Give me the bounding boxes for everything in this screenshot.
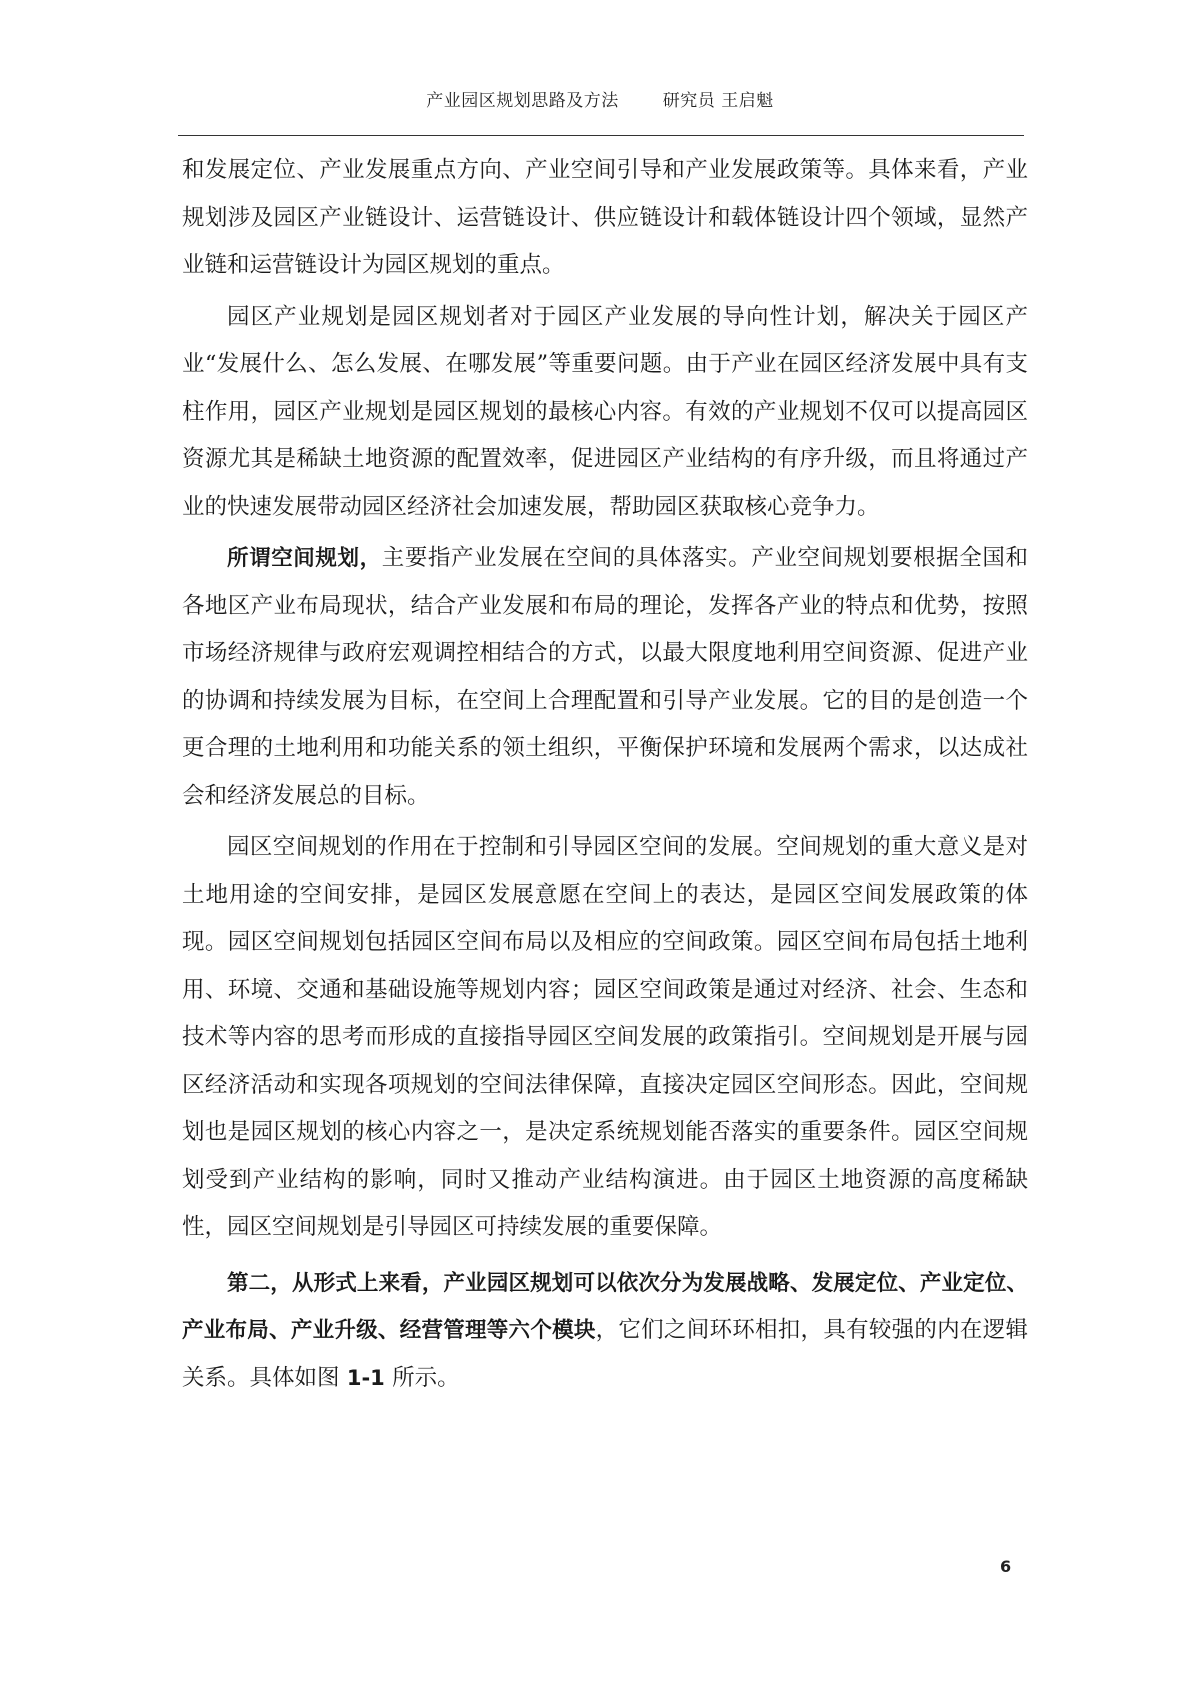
body-text (182, 147, 1028, 1402)
paragraph-2: 园区产业规划是园区规划者对于园区产业发展的导向性计划，解决关于园区产业“发展什么、怎么发展、在哪发展”等重要问题。由于产业在园区经济发展中具有支柱作用，园区产业规划是园区规划的最核心内容。有效的产业规划不仅可以提高园区资源尤其是稀缺土地资源的配置效率，促进园区产业结构的有序升级，而且将通过产业的快速发展带动园区经济社会加速发展，帮助园区获取核心竞争力。 (182, 303, 1028, 520)
running-header (0, 86, 1200, 111)
paragraph-5 (182, 1260, 1028, 1403)
paragraph-4: 园区空间规划的作用在于控制和引导园区空间的发展。空间规划的重大意义是对土地用途的空间安排，是园区发展意愿在空间上的表达，是园区空间发展政策的体现。园区空间规划包括园区空间布局以及相应的空间政策。园区空间布局包括土地利用、环境、交通和基础设施等规划内容；园区空间政策是通过对经济、社会、生态和技术等内容的思考而形成的直接指导园区空间发展的政策指引。空间规划是开展与园区经济活动和实现各项规划的空间法律保障，直接决定园区空间形态。因此，空间规划也是园区规划的核心内容之一，是决定系统规划能否落实的重要条件。园区空间规划受到产业结构的影响，同时又推动产业结构演进。由于园区土地资源的高度稀缺性，园区空间规划是引导园区可持续发展的重要保障。 (182, 834, 1028, 1240)
paragraph-3-body: 主要指产业发展在空间的具体落实。产业空间规划要根据全国和各地区产业布局现状，结合产业发展和布局的理论，发挥各产业的特点和优势，按照市场经济规律与政府宏观调控相结合的方式，以最大限度地利用空间资源、促进产业的协调和持续发展为目标，在空间上合理配置和引导产业发展。它的目的是创造一个更合理的土地利用和功能关系的领土组织，平衡保护环境和发展两个需求，以达成社会和经济发展总的目标。 (182, 545, 1028, 809)
paragraph-1: 和发展定位、产业发展重点方向、产业空间引导和产业发展政策等。具体来看，产业规划涉及园区产业链设计、运营链设计、供应链设计和载体链设计四个领域，显然产业链和运营链设计为园区规划的重点。 (182, 157, 1028, 278)
page-number: 6 (1000, 1557, 1012, 1576)
header-author: 研究员 王启魁 (662, 91, 774, 111)
paragraph-5-lead: 第二，从形式上来看，产业园区规划可以依次分为发展战略、发展定位、产业定位、产业布局、产业升级、经营管理等六个模块 (182, 1270, 1028, 1343)
paragraph-5-body: ，它们之间环环相扣，具有较强的内在逻辑关系。具体如图 (182, 1317, 1028, 1391)
header-title: 产业园区规划思路及方法 (426, 91, 619, 111)
paragraph-5-end: 所示。 (392, 1364, 460, 1391)
paragraph-3 (182, 535, 1028, 820)
figure-reference: 1-1 (339, 1365, 393, 1390)
header-rule (178, 135, 1024, 136)
paragraph-3-lead: 所谓空间规划， (227, 546, 382, 571)
